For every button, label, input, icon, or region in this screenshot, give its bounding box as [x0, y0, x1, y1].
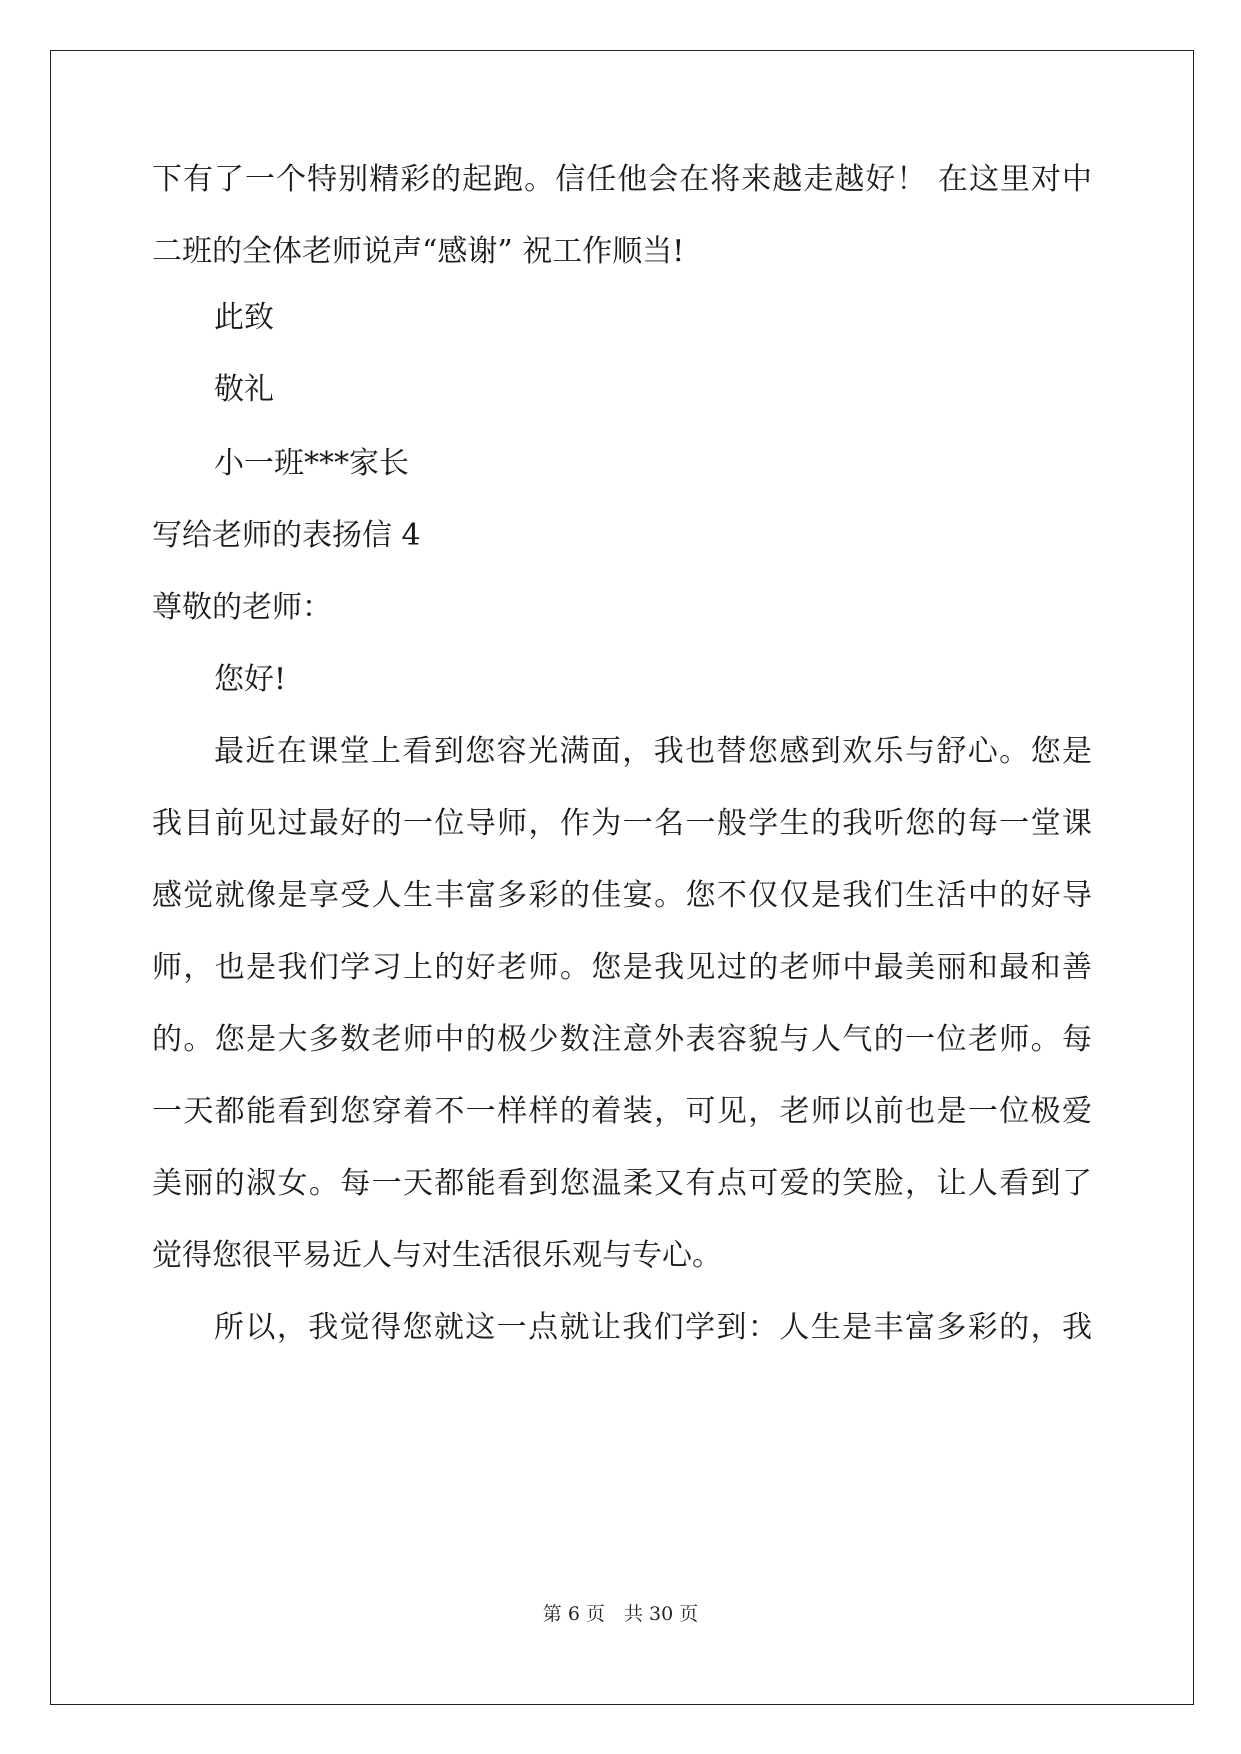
paragraph-line: 美丽的淑女。每一天都能看到您温柔又有点可爱的笑脸，让人看到了: [152, 1166, 1092, 1201]
paragraph-line: 所以，我觉得您就这一点就让我们学到：人生是丰富多彩的，我: [214, 1310, 1092, 1345]
paragraph-line: 觉得您很平易近人与对生活很乐观与专心。: [152, 1238, 722, 1273]
paragraph-line: 我目前见过最好的一位导师，作为一名一般学生的我听您的每一堂课: [152, 806, 1092, 841]
paragraph-line: 感觉就像是享受人生丰富多彩的佳宴。您不仅仅是我们生活中的好导: [152, 878, 1092, 913]
letter-title: 写给老师的表扬信 4: [152, 518, 421, 553]
text-line: 下有了一个特别精彩的起跑。信任他会在将来越走越好！ 在这里对中: [152, 162, 1092, 197]
paragraph-line: 一天都能看到您穿着不一样样的着装，可见，老师以前也是一位极爱: [152, 1094, 1092, 1129]
paragraph-line: 师，也是我们学习上的好老师。您是我见过的老师中最美丽和最和善: [152, 950, 1092, 985]
paragraph-line: 的。您是大多数老师中的极少数注意外表容貌与人气的一位老师。每: [152, 1022, 1092, 1057]
closing-salutation: 此致: [214, 300, 274, 335]
paragraph-line: 最近在课堂上看到您容光满面，我也替您感到欢乐与舒心。您是: [214, 734, 1092, 769]
letter-greeting: 尊敬的老师：: [152, 590, 332, 625]
letter-hello: 您好!: [214, 662, 287, 697]
page-number: 第 6 页 共 30 页: [542, 1603, 699, 1625]
closing-regards: 敬礼: [214, 372, 274, 407]
text-line: 二班的全体老师说声“感谢” 祝工作顺当!: [152, 234, 685, 269]
signature: 小一班***家长: [214, 446, 409, 481]
